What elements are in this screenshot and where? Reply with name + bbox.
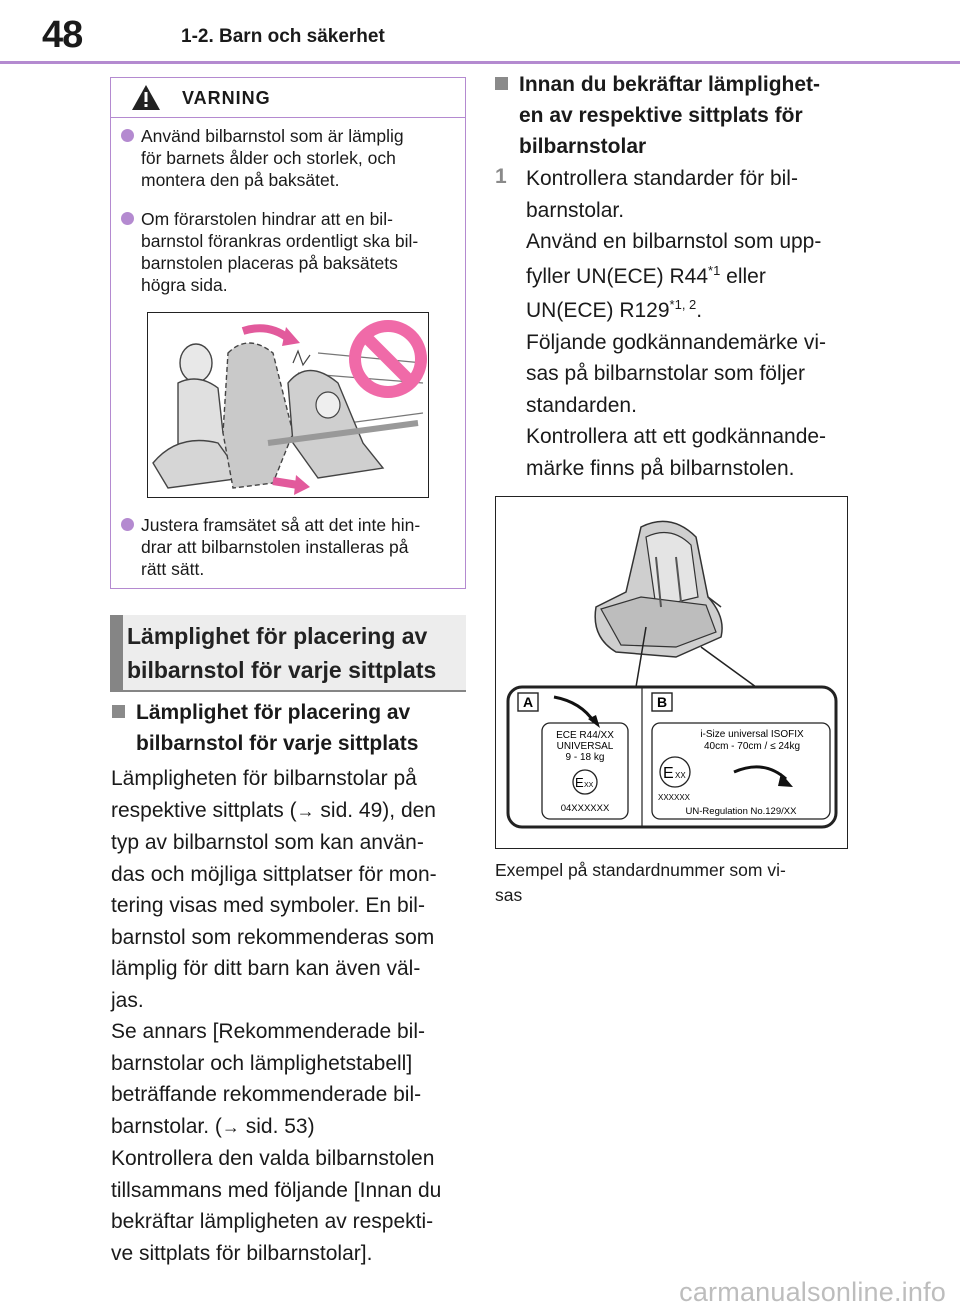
a-approval-code: 04XXXXXX [560, 803, 610, 814]
step-text [526, 163, 826, 484]
text-line: Lämpligheten för bilbarnstolar på [111, 767, 417, 790]
a-weight-text: 9 - 18 kg [565, 752, 605, 763]
text-line: Följande godkännandemärke vi- [526, 330, 827, 354]
text-line: UN(ECE) R129$^{*1, 2}$. [526, 297, 703, 322]
text-line: standarden. [526, 393, 637, 417]
figure-caption [495, 858, 786, 908]
text-line: barnstolar. (→ sid. 53) [111, 1114, 315, 1138]
left-subheading [112, 697, 418, 759]
warning-text-line: rätt sätt. [141, 559, 205, 579]
section-title: 1-2. Barn och säkerhet [181, 26, 385, 47]
warning-box [110, 77, 466, 589]
text-line: märke finns på bilbarnstolen. [526, 456, 795, 480]
warning-item [121, 514, 420, 580]
b-approval-code: XXXXXX [658, 793, 691, 802]
text-line: respektive sittplats (→ sid. 49), den [111, 798, 436, 822]
text-line: typ av bilbarnstol som kan använ- [111, 831, 424, 854]
text-line: sas på bilbarnstolar som följer [526, 362, 805, 385]
text-line: beträffande rekommenderade bil- [111, 1083, 422, 1106]
section-heading-box [110, 615, 466, 692]
subheading-line: en av respektive sittplats för [519, 104, 803, 127]
seat-illustration-icon [148, 313, 428, 497]
warning-text-line: barnstolen placeras på baksätets [141, 253, 398, 273]
a-e-mark: E [575, 775, 584, 790]
text-line: Kontrollera den valda bilbarnstolen [111, 1147, 435, 1170]
arrow-right-icon: → [221, 1116, 240, 1137]
approval-label-figure [495, 496, 848, 849]
text-line: lämplig för ditt barn kan även väl- [111, 957, 421, 980]
text-line: barnstolar och lämplighetstabell] [111, 1051, 413, 1075]
child-seat-icon [595, 521, 722, 657]
warning-title: VARNING [182, 88, 271, 108]
label-a: A [523, 694, 534, 710]
arrow-right-icon: → [296, 800, 315, 821]
label-b: B [657, 694, 668, 710]
b-regulation-text: UN-Regulation No.129/XX [685, 806, 797, 817]
footnote-ref: *1 [708, 262, 721, 278]
page-number: 48 [42, 14, 83, 56]
subheading-line: bilbarnstol för varje sittplats [136, 732, 419, 755]
bullet-icon [121, 212, 134, 225]
a-e-mark-sub: XX [584, 782, 594, 789]
text-line: barnstolar. [526, 198, 625, 222]
b-e-mark-sub: XX [675, 771, 686, 780]
step-number: 1 [495, 165, 507, 188]
b-e-mark: E [663, 765, 674, 782]
subheading-line: Innan du bekräftar lämplighet- [519, 73, 821, 96]
left-paragraph [111, 763, 441, 1269]
text-line: Kontrollera standarder för bil- [526, 167, 798, 190]
text-line: fyller UN(ECE) R44$^{*1}$ eller [526, 262, 766, 288]
approval-label-illustration [496, 497, 846, 847]
text-line: tillsammans med följande [Innan du [111, 1178, 442, 1202]
watermark: carmanualsonline.info [679, 1277, 946, 1307]
heading-line: Lämplighet för placering av [127, 623, 428, 649]
warning-text-line: Om förarstolen hindrar att en bil- [141, 209, 393, 229]
text-line: barnstol som rekommenderas som [111, 925, 435, 949]
warning-text-line: barnstol förankras ordentligt ska bil- [141, 231, 419, 251]
warning-item [121, 208, 418, 296]
text-line: tering visas med symboler. En bil- [111, 894, 425, 917]
warning-text-line: högra sida. [141, 275, 228, 295]
warning-text-line: montera den på baksätet. [141, 170, 340, 190]
warning-text-line: Använd bilbarnstol som är lämplig [141, 126, 404, 146]
text-line: jas. [111, 988, 144, 1012]
b-isize-text: i-Size universal ISOFIX [700, 729, 804, 740]
bullet-icon [121, 129, 134, 142]
bullet-icon [121, 518, 134, 531]
warning-text-line: Justera framsätet så att det inte hin- [141, 515, 421, 535]
caption-line: Exempel på standardnummer som vi- [495, 860, 786, 880]
text-line: das och möjliga sittplatser för mon- [111, 862, 437, 886]
page-link[interactable]: sid. 49), den [314, 798, 436, 822]
text-line: ve sittplats för bilbarnstolar]. [111, 1241, 373, 1265]
warning-header [111, 78, 465, 118]
car-seat-prohibited-illustration [147, 312, 429, 498]
warning-triangle-icon [131, 84, 161, 111]
text-line: Använd en bilbarnstol som upp- [526, 230, 822, 253]
a-universal-text: UNIVERSAL [556, 741, 614, 752]
footnote-ref: *1, 2 [669, 297, 697, 312]
warning-item [121, 125, 404, 191]
warning-text-line: för barnets ålder och storlek, och [141, 148, 396, 168]
heading-line: bilbarnstol för varje sittplats [127, 657, 437, 683]
warning-text-line: drar att bilbarnstolen installeras på [141, 537, 409, 557]
header-divider [0, 61, 960, 64]
text-line: Se annars [Rekommenderade bil- [111, 1020, 425, 1043]
a-standard-text: ECE R44/XX [556, 730, 614, 741]
b-size-text: 40cm - 70cm / ≤ 24kg [703, 741, 801, 752]
caption-line: sas [495, 885, 523, 905]
text-line: bekräftar lämpligheten av respekti- [111, 1210, 434, 1233]
page-link[interactable]: sid. 53) [239, 1114, 315, 1138]
right-subheading [495, 69, 820, 162]
subheading-line: Lämplighet för placering av [136, 701, 411, 724]
square-bullet-icon [495, 77, 508, 90]
square-bullet-icon [112, 705, 125, 718]
subheading-line: bilbarnstolar [519, 135, 647, 158]
text-line: Kontrollera att ett godkännande- [526, 425, 827, 448]
